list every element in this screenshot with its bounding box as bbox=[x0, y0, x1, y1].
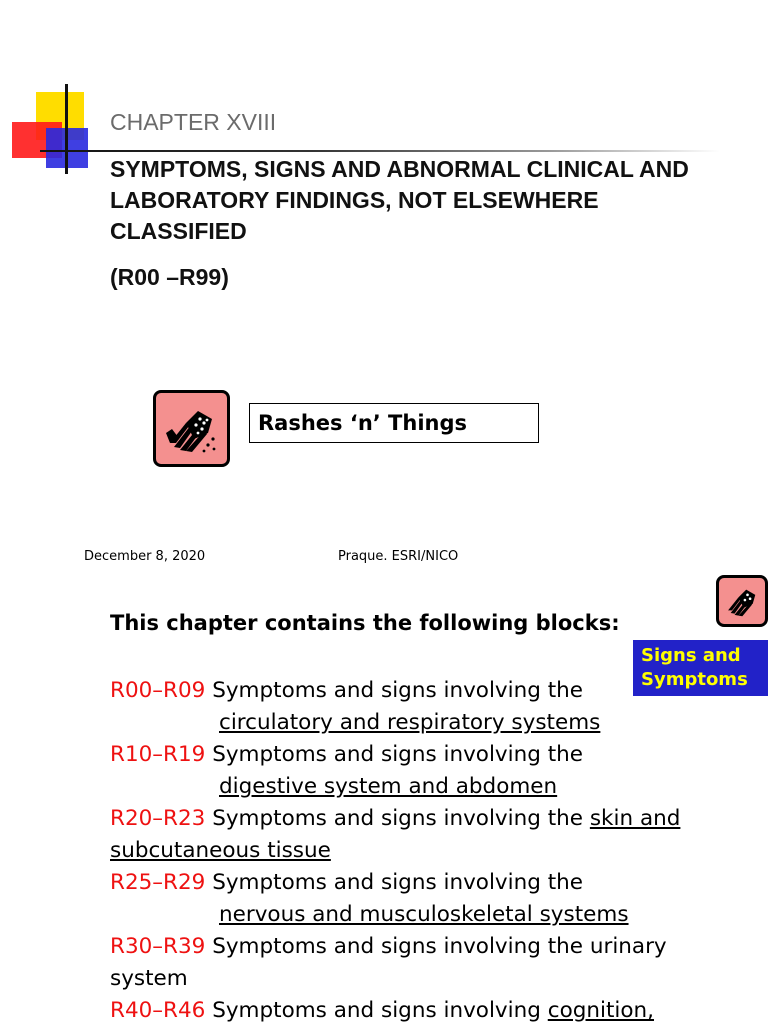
code-range: (R00 –R99) bbox=[110, 264, 229, 290]
block-code: R10–R19 bbox=[110, 742, 206, 767]
blocks-list bbox=[110, 675, 710, 1027]
list-item bbox=[110, 675, 710, 739]
block-code: R40–R46 bbox=[110, 998, 206, 1023]
block-text: Symptoms and signs involving the bbox=[212, 678, 584, 703]
rash-hand-icon bbox=[716, 575, 768, 627]
block-code: R00–R09 bbox=[110, 678, 206, 703]
block-code: R20–R23 bbox=[110, 806, 206, 831]
block-text: Symptoms and signs involving the bbox=[212, 742, 584, 767]
badge-line-1: Signs and bbox=[641, 645, 741, 666]
footer-date: December 8, 2020 bbox=[84, 549, 206, 564]
list-item bbox=[110, 931, 710, 995]
list-item bbox=[110, 867, 710, 931]
block-text: Symptoms and signs involving the urinary system bbox=[110, 934, 667, 991]
block-code: R30–R39 bbox=[110, 934, 206, 959]
badge-line-2: Symptoms bbox=[641, 669, 748, 690]
list-item bbox=[110, 739, 710, 803]
list-item bbox=[110, 995, 710, 1027]
rashes-label: Rashes ‘n’ Things bbox=[249, 403, 539, 443]
block-underlined: circulatory and respiratory systems bbox=[219, 710, 601, 735]
rash-hand-icon bbox=[153, 390, 230, 467]
chapter-subtitle: SYMPTOMS, SIGNS AND ABNORMAL CLINICAL AND LABORATORY FINDINGS, NOT ELSEWHERE CLASSIFIED bbox=[110, 156, 689, 244]
block-underlined: cognition, bbox=[547, 998, 654, 1023]
block-code: R25–R29 bbox=[110, 870, 206, 895]
chapter-heading: CHAPTER XVIII bbox=[110, 109, 277, 135]
block-underlined: nervous and musculoskeletal systems bbox=[219, 902, 629, 927]
block-text: Symptoms and signs involving bbox=[212, 998, 548, 1023]
block-text: Symptoms and signs involving the bbox=[212, 870, 584, 895]
blocks-title: This chapter contains the following blocks: bbox=[110, 611, 620, 635]
decor-horizontal-line bbox=[40, 150, 720, 152]
decor-vertical-line bbox=[65, 84, 68, 174]
block-underlined: skin and subcutaneous tissue bbox=[110, 806, 681, 863]
block-text: Symptoms and signs involving the bbox=[212, 806, 590, 831]
footer-source: Praque. ESRI/NICO bbox=[338, 549, 459, 564]
block-underlined: digestive system and abdomen bbox=[219, 774, 558, 799]
list-item bbox=[110, 803, 710, 867]
